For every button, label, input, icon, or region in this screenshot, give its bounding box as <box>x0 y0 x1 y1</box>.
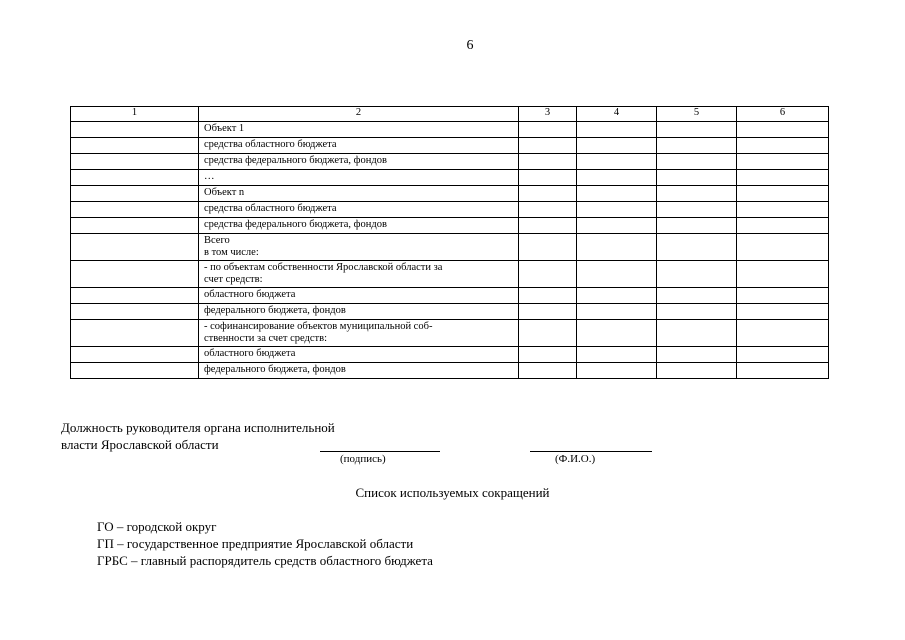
row-label-line: ственности за счет средств: <box>204 333 327 344</box>
row-label-cell <box>199 186 519 202</box>
value-cell <box>519 170 577 186</box>
value-cell <box>737 202 829 218</box>
table-row <box>71 186 829 202</box>
row-label-cell <box>199 320 519 347</box>
row-label-cell <box>199 218 519 234</box>
value-cell <box>657 363 737 379</box>
value-cell <box>737 170 829 186</box>
value-cell <box>737 304 829 320</box>
table-row <box>71 138 829 154</box>
value-cell <box>737 261 829 288</box>
row-label-cell <box>199 288 519 304</box>
value-cell <box>657 234 737 261</box>
value-cell <box>577 363 657 379</box>
value-cell <box>71 261 199 288</box>
table-row <box>71 288 829 304</box>
value-cell <box>737 138 829 154</box>
value-cell <box>577 261 657 288</box>
row-label-line: средства областного бюджета <box>204 139 337 150</box>
value-cell <box>657 170 737 186</box>
row-label-cell <box>199 234 519 261</box>
value-cell <box>577 234 657 261</box>
value-cell <box>737 363 829 379</box>
value-cell <box>657 320 737 347</box>
value-cell <box>737 122 829 138</box>
name-caption: (Ф.И.О.) <box>555 453 596 465</box>
abbreviation-item: ГО – городской округ <box>97 519 217 534</box>
value-cell <box>519 363 577 379</box>
value-cell <box>519 186 577 202</box>
table-row <box>71 347 829 363</box>
value-cell <box>657 304 737 320</box>
table-row <box>71 363 829 379</box>
official-position-label <box>61 419 335 453</box>
table-row <box>71 218 829 234</box>
row-label-line: федерального бюджета, фондов <box>204 364 346 375</box>
table-body <box>71 107 829 379</box>
table-row <box>71 170 829 186</box>
name-line <box>530 451 652 452</box>
table-row <box>71 234 829 261</box>
value-cell <box>657 347 737 363</box>
row-label-line: средства областного бюджета <box>204 203 337 214</box>
row-label-line: - софинансирование объектов муниципальной соб- <box>204 321 433 332</box>
table-row <box>71 154 829 170</box>
value-cell <box>737 347 829 363</box>
row-label-cell <box>199 170 519 186</box>
value-cell <box>657 122 737 138</box>
abbreviations-title <box>0 485 905 501</box>
value-cell <box>657 202 737 218</box>
row-label-cell <box>199 122 519 138</box>
value-cell <box>71 122 199 138</box>
row-label-line: Объект n <box>204 187 245 198</box>
row-label-line: … <box>204 171 215 182</box>
value-cell <box>737 234 829 261</box>
value-cell <box>577 304 657 320</box>
signature-line <box>320 451 440 452</box>
value-cell <box>657 288 737 304</box>
row-label-line: - по объектам собственности Ярославской области за <box>204 262 443 273</box>
value-cell <box>577 170 657 186</box>
value-cell <box>71 363 199 379</box>
value-cell <box>657 186 737 202</box>
value-cell <box>577 154 657 170</box>
value-cell <box>71 234 199 261</box>
row-label-line: федерального бюджета, фондов <box>204 305 346 316</box>
value-cell <box>577 186 657 202</box>
column-header: 4 <box>577 107 657 122</box>
value-cell <box>577 122 657 138</box>
value-cell <box>577 218 657 234</box>
value-cell <box>71 288 199 304</box>
value-cell <box>657 261 737 288</box>
row-label-line: Всего <box>204 235 230 246</box>
value-cell <box>71 170 199 186</box>
value-cell <box>737 288 829 304</box>
value-cell <box>71 138 199 154</box>
value-cell <box>519 138 577 154</box>
value-cell <box>737 154 829 170</box>
value-cell <box>519 218 577 234</box>
table-row <box>71 122 829 138</box>
abbreviation-item: ГРБС – главный распорядитель средств областного бюджета <box>97 553 433 568</box>
table-row <box>71 202 829 218</box>
value-cell <box>71 202 199 218</box>
value-cell <box>577 320 657 347</box>
value-cell <box>519 122 577 138</box>
value-cell <box>577 347 657 363</box>
value-cell <box>657 218 737 234</box>
value-cell <box>577 202 657 218</box>
row-label-line: Объект 1 <box>204 123 245 134</box>
value-cell <box>71 347 199 363</box>
row-label-line: в том числе: <box>204 247 259 258</box>
value-cell <box>519 261 577 288</box>
value-cell <box>737 186 829 202</box>
value-cell <box>71 154 199 170</box>
official-position-line1: Должность руководителя органа исполнительной <box>61 420 335 435</box>
column-header: 6 <box>737 107 829 122</box>
column-header: 1 <box>71 107 199 122</box>
value-cell <box>71 186 199 202</box>
value-cell <box>519 304 577 320</box>
value-cell <box>519 234 577 261</box>
value-cell <box>577 138 657 154</box>
row-label-cell <box>199 363 519 379</box>
row-label-line: областного бюджета <box>204 348 296 359</box>
row-label-cell <box>199 202 519 218</box>
abbreviations-list <box>97 518 433 569</box>
value-cell <box>519 288 577 304</box>
value-cell <box>71 218 199 234</box>
abbreviations-title-text: Список используемых сокращений <box>355 485 550 500</box>
value-cell <box>519 320 577 347</box>
page-number: 6 <box>466 38 474 53</box>
value-cell <box>519 202 577 218</box>
value-cell <box>519 347 577 363</box>
signature-caption: (подпись) <box>340 453 386 465</box>
table-header-row <box>71 107 829 122</box>
value-cell <box>71 320 199 347</box>
column-header: 5 <box>657 107 737 122</box>
value-cell <box>657 154 737 170</box>
column-header: 2 <box>199 107 519 122</box>
row-label-line: средства федерального бюджета, фондов <box>204 219 387 230</box>
value-cell <box>577 288 657 304</box>
row-label-cell <box>199 304 519 320</box>
column-header: 3 <box>519 107 577 122</box>
row-label-cell <box>199 138 519 154</box>
abbreviation-item: ГП – государственное предприятие Ярославской области <box>97 536 414 551</box>
official-position-line2: власти Ярославской области <box>61 437 219 452</box>
table-row <box>71 304 829 320</box>
value-cell <box>519 154 577 170</box>
value-cell <box>71 304 199 320</box>
budget-table <box>70 106 829 379</box>
value-cell <box>737 320 829 347</box>
row-label-cell <box>199 154 519 170</box>
table-row <box>71 261 829 288</box>
row-label-line: счет средств: <box>204 274 263 285</box>
row-label-line: средства федерального бюджета, фондов <box>204 155 387 166</box>
value-cell <box>657 138 737 154</box>
table-row <box>71 320 829 347</box>
row-label-line: областного бюджета <box>204 289 296 300</box>
value-cell <box>737 218 829 234</box>
row-label-cell <box>199 347 519 363</box>
row-label-cell <box>199 261 519 288</box>
